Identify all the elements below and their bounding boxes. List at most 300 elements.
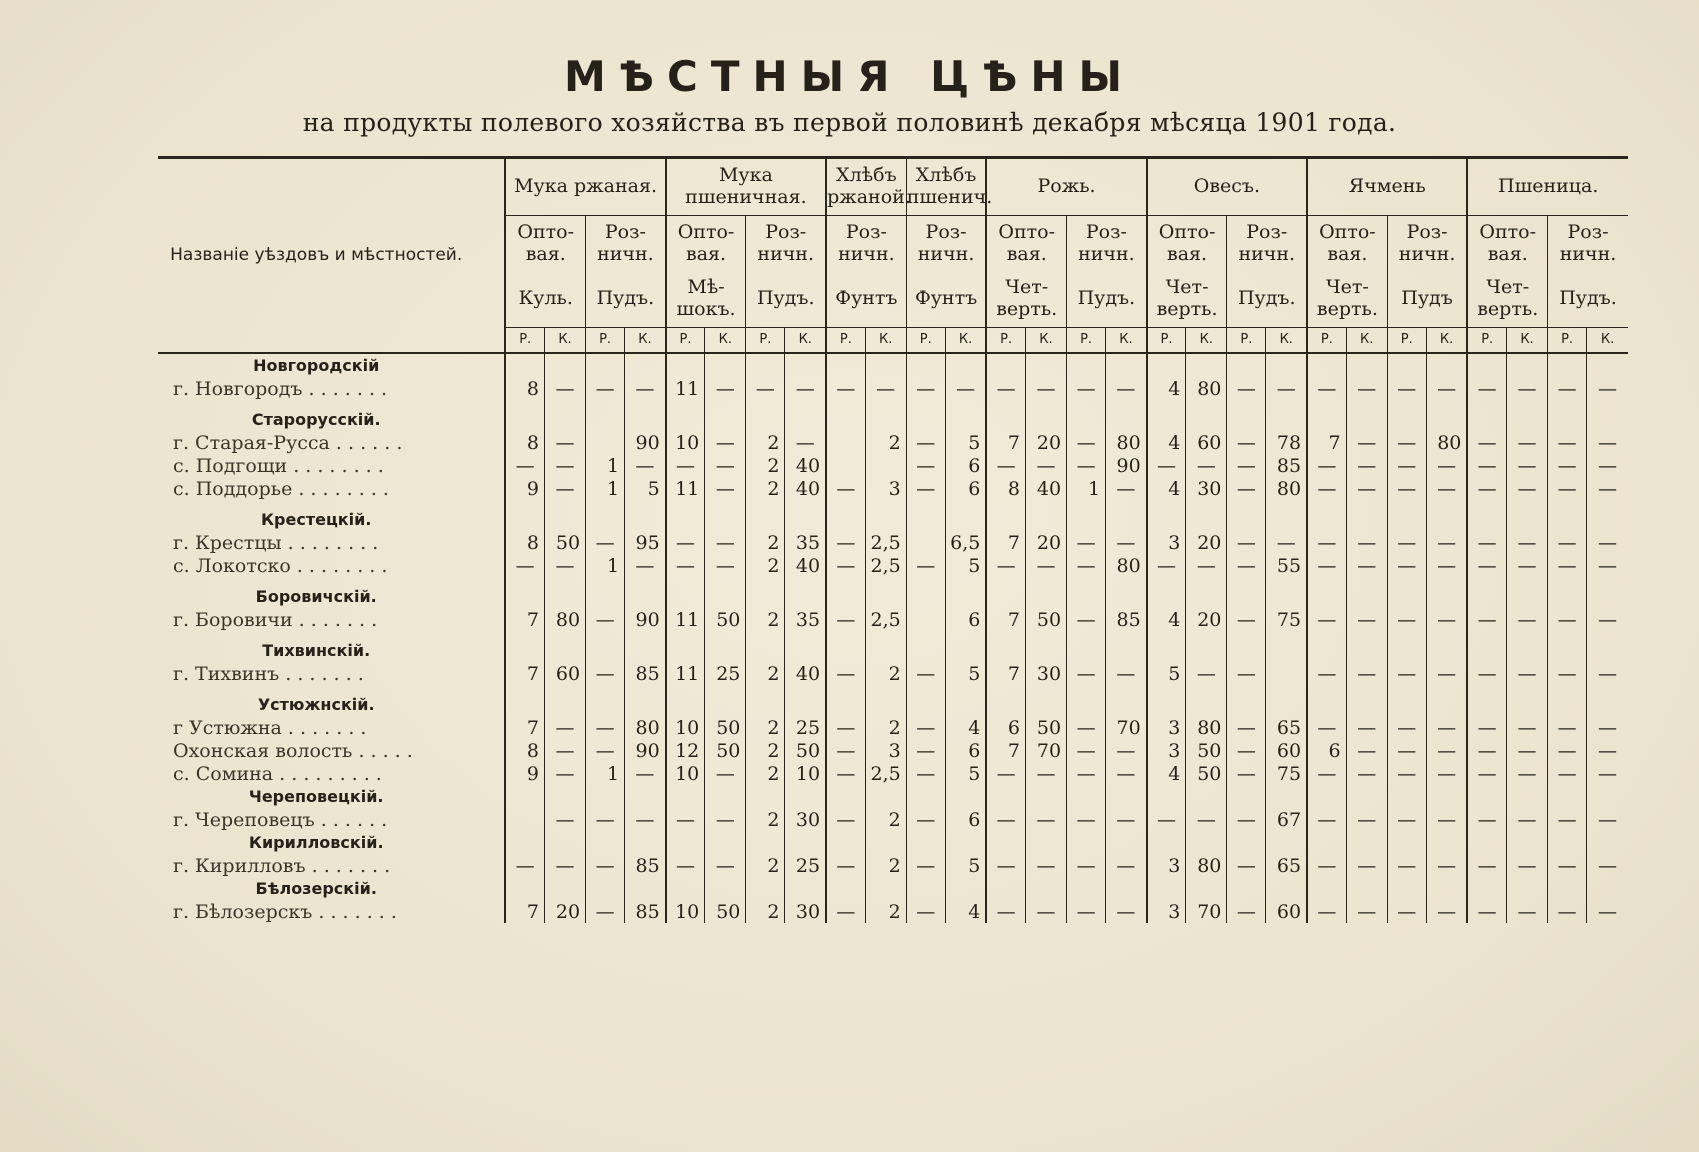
price-rubles-cell: 2 [746,716,785,739]
price-kopecks-cell: — [625,454,666,477]
price-kopecks-cell: — [865,377,906,400]
price-rubles-cell: — [1067,900,1106,923]
price-rubles-cell: — [586,716,625,739]
group-header-rye: Рожь. [986,158,1146,216]
kopecks-header: К. [625,328,666,354]
price-kopecks-cell: — [1426,716,1467,739]
price-rubles-cell: 2 [746,431,785,454]
price-kopecks-cell: — [1346,377,1387,400]
price-rubles-cell: — [1548,431,1587,454]
price-kopecks-cell: — [705,377,746,400]
price-rubles-cell: 3 [1147,900,1186,923]
group-header-wheat-flour: Мука пшеничная. [666,158,826,216]
price-kopecks-cell: 65 [1266,854,1307,877]
price-rubles-cell: — [1387,554,1426,577]
price-kopecks-cell: 20 [1186,531,1227,554]
price-rubles-cell: — [586,739,625,762]
price-kopecks-cell: — [705,554,746,577]
locality-name: г. Череповецъ . . . . . . [173,808,388,831]
price-rubles-cell: — [986,762,1025,785]
unit-header: Пудъ. [586,272,666,328]
price-kopecks-cell: 50 [705,900,746,923]
price-rubles-cell: — [1227,808,1266,831]
district-row [158,508,1628,531]
rubles-header: Р. [1387,328,1426,354]
price-rubles-cell: — [1067,608,1106,631]
price-kopecks-cell: — [1346,716,1387,739]
price-kopecks-cell: — [705,531,746,554]
price-kopecks-cell: — [1346,554,1387,577]
price-rubles-cell: — [1307,608,1346,631]
group-header-rye-bread: Хлѣбъ ржаной. [826,158,906,216]
price-kopecks-cell: 70 [1106,716,1147,739]
price-kopecks-cell: 55 [1266,554,1307,577]
price-kopecks-cell: 80 [1426,431,1467,454]
district-name: Устюжнскій. [257,695,375,714]
price-rubles-cell: — [1548,808,1587,831]
price-kopecks-cell: 5 [625,477,666,500]
price-rubles-cell: — [666,454,705,477]
price-rubles-cell: — [1227,477,1266,500]
price-rubles-cell: 11 [666,662,705,685]
price-kopecks-cell: — [1106,377,1147,400]
price-kopecks-cell: 75 [1266,608,1307,631]
price-rubles-cell: — [1307,377,1346,400]
table-row [158,477,1628,500]
price-kopecks-cell: 50 [1186,739,1227,762]
district-name: Кирилловскій. [248,833,384,852]
unit-header: Мѣ-шокъ. [666,272,746,328]
price-kopecks-cell: 5 [945,662,986,685]
district-row [158,408,1628,431]
district-row [158,353,1628,377]
price-rubles-cell: 2 [746,762,785,785]
price-kopecks-cell: 80 [1186,716,1227,739]
price-rubles-cell: — [1067,739,1106,762]
price-kopecks-cell: — [785,431,826,454]
price-kopecks-cell: — [1426,808,1467,831]
price-kopecks-cell: — [1426,477,1467,500]
price-kopecks-cell: — [1587,762,1628,785]
group-header-barley: Ячмень [1307,158,1467,216]
price-rubles-cell: — [826,377,865,400]
price-kopecks-cell: — [1346,739,1387,762]
price-rubles-cell: — [1387,531,1426,554]
price-kopecks-cell: — [1587,554,1628,577]
price-rubles-cell: — [826,608,865,631]
price-kopecks-cell: — [1506,854,1547,877]
price-kopecks-cell: — [1426,662,1467,685]
price-kopecks-cell: — [1025,454,1066,477]
table-row [158,808,1628,831]
price-rubles-cell: — [1467,431,1506,454]
price-rubles-cell: 4 [1147,431,1186,454]
price-kopecks-cell: 6,5 [945,531,986,554]
price-rubles-cell: 7 [505,716,544,739]
price-rubles-cell: 2 [746,854,785,877]
price-rubles-cell: — [906,454,945,477]
price-rubles-cell: — [1467,554,1506,577]
price-rubles-cell: — [986,454,1025,477]
locality-name: г. Бѣлозерскъ . . . . . . . [173,900,397,923]
price-kopecks-cell: — [625,554,666,577]
price-kopecks-cell: 6 [945,477,986,500]
unit-header: Фунтъ [826,272,906,328]
price-kopecks-cell: — [1506,662,1547,685]
price-rubles-cell: — [1227,900,1266,923]
price-kopecks-cell: — [1506,554,1547,577]
price-rubles-cell: — [906,808,945,831]
price-rubles-cell: — [906,554,945,577]
price-rubles-cell: — [1307,716,1346,739]
price-kopecks-cell: — [1186,554,1227,577]
price-kopecks-cell: 25 [705,662,746,685]
price-rubles-cell: — [1227,454,1266,477]
price-kopecks-cell: — [1587,377,1628,400]
price-kopecks-cell: — [1346,477,1387,500]
rubles-header: Р. [1467,328,1506,354]
price-rubles-cell: — [1227,531,1266,554]
price-kopecks-cell: — [1426,531,1467,554]
table-row [158,854,1628,877]
price-kopecks-cell: — [1266,377,1307,400]
price-kopecks-cell: 85 [1106,608,1147,631]
price-rubles-cell: — [826,662,865,685]
kopecks-header: К. [1426,328,1467,354]
price-rubles-cell: — [1387,808,1426,831]
price-kopecks-cell: 3 [865,477,906,500]
locality-name: с. Локотско . . . . . . . . [173,554,388,577]
kopecks-header: К. [945,328,986,354]
price-rubles-cell [826,431,865,454]
price-rubles-cell: 10 [666,762,705,785]
price-rubles-cell: — [1467,477,1506,500]
price-rubles-cell: — [1307,454,1346,477]
rubles-header: Р. [826,328,865,354]
price-rubles-cell: — [1548,900,1587,923]
price-kopecks-cell: 2,5 [865,531,906,554]
price-kopecks-cell: 95 [625,531,666,554]
district-row [158,639,1628,662]
price-rubles-cell: — [1548,762,1587,785]
price-kopecks-cell: 50 [705,739,746,762]
kopecks-header: К. [1346,328,1387,354]
price-rubles-cell: 8 [505,531,544,554]
price-rubles-cell: — [1548,662,1587,685]
table-row [158,554,1628,577]
price-rubles-cell: — [1147,808,1186,831]
price-rubles-cell: — [986,377,1025,400]
price-kopecks-cell: 60 [1186,431,1227,454]
price-kopecks-cell: 70 [1186,900,1227,923]
price-rubles-cell: — [1227,377,1266,400]
price-kopecks-cell: 2 [865,900,906,923]
price-rubles-cell: — [666,854,705,877]
price-rubles-cell: — [1307,762,1346,785]
price-rubles-cell: 3 [1147,531,1186,554]
table-row [158,608,1628,631]
name-column-header: Названіе уѣздовъ и мѣстностей. [158,158,505,354]
price-kopecks-cell: — [1587,608,1628,631]
price-rubles-cell: — [826,900,865,923]
price-kopecks-cell: — [1506,608,1547,631]
price-rubles-cell: — [906,662,945,685]
price-rubles-cell: — [666,808,705,831]
price-kopecks-cell: 80 [625,716,666,739]
price-kopecks-cell: — [1506,531,1547,554]
price-rubles-cell: 3 [1147,854,1186,877]
price-rubles-cell: — [1067,716,1106,739]
price-rubles-cell: — [826,531,865,554]
price-rubles-cell: — [1548,608,1587,631]
price-rubles-cell: 2 [746,808,785,831]
price-rubles-cell: — [1067,854,1106,877]
price-rubles-cell: — [1307,554,1346,577]
price-kopecks-cell: 5 [945,762,986,785]
price-rubles-cell: — [1467,900,1506,923]
price-rubles-cell: — [826,808,865,831]
optovaya-header: Опто-вая. [1307,216,1387,272]
table-row [158,454,1628,477]
locality-name: Охонская волость . . . . . [173,739,413,762]
district-name: Крестецкій. [260,510,372,529]
price-rubles-cell: — [586,900,625,923]
price-rubles-cell: — [1067,662,1106,685]
price-rubles-cell: — [986,554,1025,577]
price-kopecks-cell: — [1346,454,1387,477]
roznichn-header: Роз-ничн. [906,216,986,272]
page-title: МѢСТНЫЯ ЦѢНЫ [563,52,1136,101]
price-kopecks-cell: 85 [625,854,666,877]
price-rubles-cell: — [586,662,625,685]
price-rubles-cell: — [1387,662,1426,685]
price-rubles-cell: 2 [746,662,785,685]
price-rubles-cell: — [826,716,865,739]
kopecks-header: К. [785,328,826,354]
price-kopecks-cell: 2,5 [865,762,906,785]
price-rubles-cell: — [1227,854,1266,877]
price-rubles-cell: 8 [505,431,544,454]
price-rubles-cell: — [1548,454,1587,477]
price-kopecks-cell: — [1025,854,1066,877]
price-rubles-cell: — [906,716,945,739]
price-rubles-cell: 11 [666,477,705,500]
locality-name: г. Тихвинъ . . . . . . . [173,662,364,685]
price-kopecks-cell: — [705,808,746,831]
price-kopecks-cell: 2 [865,808,906,831]
price-rubles-cell: — [1548,854,1587,877]
district-row [158,693,1628,716]
prices-table [158,156,1628,923]
price-kopecks-cell: 90 [1106,454,1147,477]
price-kopecks-cell: 30 [1186,477,1227,500]
price-rubles-cell: — [586,531,625,554]
price-kopecks-cell: — [1025,808,1066,831]
price-kopecks-cell: 30 [1025,662,1066,685]
price-rubles-cell: — [906,377,945,400]
price-rubles-cell: — [826,554,865,577]
price-kopecks-cell: 40 [785,662,826,685]
price-rubles-cell: — [826,762,865,785]
unit-header: Чет-верть. [1467,272,1547,328]
price-kopecks-cell: — [1506,808,1547,831]
price-rubles-cell: — [1467,662,1506,685]
price-kopecks-cell: — [1426,377,1467,400]
price-rubles-cell [906,531,945,554]
price-kopecks-cell: — [1506,454,1547,477]
price-rubles-cell: — [1067,377,1106,400]
roznichn-header: Роз-ничн. [746,216,826,272]
kopecks-header: К. [1025,328,1066,354]
rubles-header: Р. [586,328,625,354]
price-kopecks-cell: 80 [544,608,585,631]
price-kopecks-cell: — [1346,431,1387,454]
district-name: Тихвинскій. [262,641,371,660]
price-rubles-cell: — [1467,739,1506,762]
price-rubles-cell: — [1067,454,1106,477]
price-rubles-cell: — [1067,531,1106,554]
price-kopecks-cell: — [705,477,746,500]
price-rubles-cell: — [1467,531,1506,554]
price-rubles-cell: — [666,554,705,577]
price-rubles-cell: — [1227,431,1266,454]
price-kopecks-cell: 90 [625,739,666,762]
roznichn-header: Роз-ничн. [1548,216,1628,272]
price-rubles-cell: 7 [505,608,544,631]
price-kopecks-cell: 2 [865,854,906,877]
price-rubles-cell: 7 [986,431,1025,454]
roznichn-header: Роз-ничн. [1387,216,1467,272]
price-rubles-cell: — [505,554,544,577]
price-kopecks-cell: 4 [945,716,986,739]
price-rubles-cell: — [505,854,544,877]
price-rubles-cell: — [1307,854,1346,877]
price-rubles-cell: — [906,739,945,762]
price-rubles-cell: — [1548,739,1587,762]
price-kopecks-cell: — [544,477,585,500]
price-kopecks-cell: — [1346,854,1387,877]
price-rubles-cell: — [1227,739,1266,762]
district-row [158,785,1628,808]
price-rubles-cell: — [1067,808,1106,831]
price-kopecks-cell: 50 [705,716,746,739]
price-rubles-cell: — [1307,531,1346,554]
price-rubles-cell: — [1227,762,1266,785]
price-kopecks-cell: — [1506,716,1547,739]
price-rubles-cell: — [1387,762,1426,785]
price-kopecks-cell: 10 [785,762,826,785]
price-kopecks-cell: 85 [625,662,666,685]
price-kopecks-cell: — [1426,454,1467,477]
price-kopecks-cell: 6 [945,808,986,831]
price-kopecks-cell: — [1346,762,1387,785]
price-kopecks-cell: — [1186,662,1227,685]
optovaya-header: Опто-вая. [666,216,746,272]
price-rubles-cell: — [1467,377,1506,400]
locality-name: с. Подгощи . . . . . . . . [173,454,384,477]
price-kopecks-cell: 20 [544,900,585,923]
price-kopecks-cell: 50 [544,531,585,554]
price-rubles-cell: — [1067,554,1106,577]
page-subtitle: на продукты полевого хозяйства въ первой половинѣ декабря мѣсяца 1901 года. [302,108,1397,137]
price-kopecks-cell: — [1025,554,1066,577]
price-rubles-cell: — [906,762,945,785]
price-rubles-cell: 10 [666,900,705,923]
district-name: Череповецкій. [248,787,384,806]
price-kopecks-cell: — [1506,477,1547,500]
price-rubles-cell: — [1387,854,1426,877]
price-rubles-cell: 10 [666,431,705,454]
price-kopecks-cell: — [1587,716,1628,739]
price-kopecks-cell: — [705,854,746,877]
roznichn-header: Роз-ничн. [826,216,906,272]
kopecks-header: К. [1106,328,1147,354]
unit-header: Пудъ. [1227,272,1307,328]
price-rubles-cell: — [1227,716,1266,739]
price-kopecks-cell: — [544,554,585,577]
locality-name: г. Боровичи . . . . . . . [173,608,378,631]
price-kopecks-cell: 40 [1025,477,1066,500]
price-kopecks-cell: — [1025,762,1066,785]
price-kopecks-cell: — [1587,739,1628,762]
group-header-wheat: Пшеница. [1467,158,1628,216]
price-rubles-cell: 7 [986,608,1025,631]
price-kopecks-cell: — [1587,808,1628,831]
price-kopecks-cell: 25 [785,854,826,877]
price-kopecks-cell: — [1106,808,1147,831]
locality-name: г. Новгородъ . . . . . . . [173,377,388,400]
price-kopecks-cell: — [625,762,666,785]
price-kopecks-cell: — [544,431,585,454]
price-rubles-cell: 11 [666,377,705,400]
price-rubles-cell: — [1307,808,1346,831]
price-rubles-cell: 7 [986,531,1025,554]
price-kopecks-cell: — [625,808,666,831]
price-kopecks-cell: 25 [785,716,826,739]
price-rubles-cell: 6 [1307,739,1346,762]
price-rubles-cell: — [1467,608,1506,631]
price-kopecks-cell: 5 [945,554,986,577]
price-rubles-cell: 3 [1147,739,1186,762]
optovaya-header: Опто-вая. [986,216,1066,272]
price-rubles-cell: — [906,431,945,454]
roznichn-header: Роз-ничн. [1067,216,1147,272]
price-rubles-cell: 8 [986,477,1025,500]
price-rubles-cell: 5 [1147,662,1186,685]
spacer-row [158,400,1628,408]
price-rubles-cell: 8 [505,739,544,762]
price-rubles-cell: 2 [746,608,785,631]
price-kopecks-cell: — [705,454,746,477]
price-rubles-cell: 4 [1147,477,1186,500]
price-rubles-cell: — [586,808,625,831]
price-rubles-cell: — [666,531,705,554]
price-kopecks-cell: — [1106,662,1147,685]
price-rubles-cell: — [1387,377,1426,400]
district-name: Новгородскій [253,356,380,375]
price-kopecks-cell: 6 [945,454,986,477]
price-rubles-cell: — [1548,554,1587,577]
price-rubles-cell: 4 [1147,377,1186,400]
kopecks-header: К. [1506,328,1547,354]
price-kopecks-cell: — [1106,531,1147,554]
price-kopecks-cell: 6 [945,739,986,762]
price-kopecks-cell: — [1587,531,1628,554]
price-rubles-cell: — [505,454,544,477]
price-rubles-cell: 7 [986,739,1025,762]
price-rubles-cell: 4 [1147,608,1186,631]
district-name: Боровичскій. [255,587,377,606]
